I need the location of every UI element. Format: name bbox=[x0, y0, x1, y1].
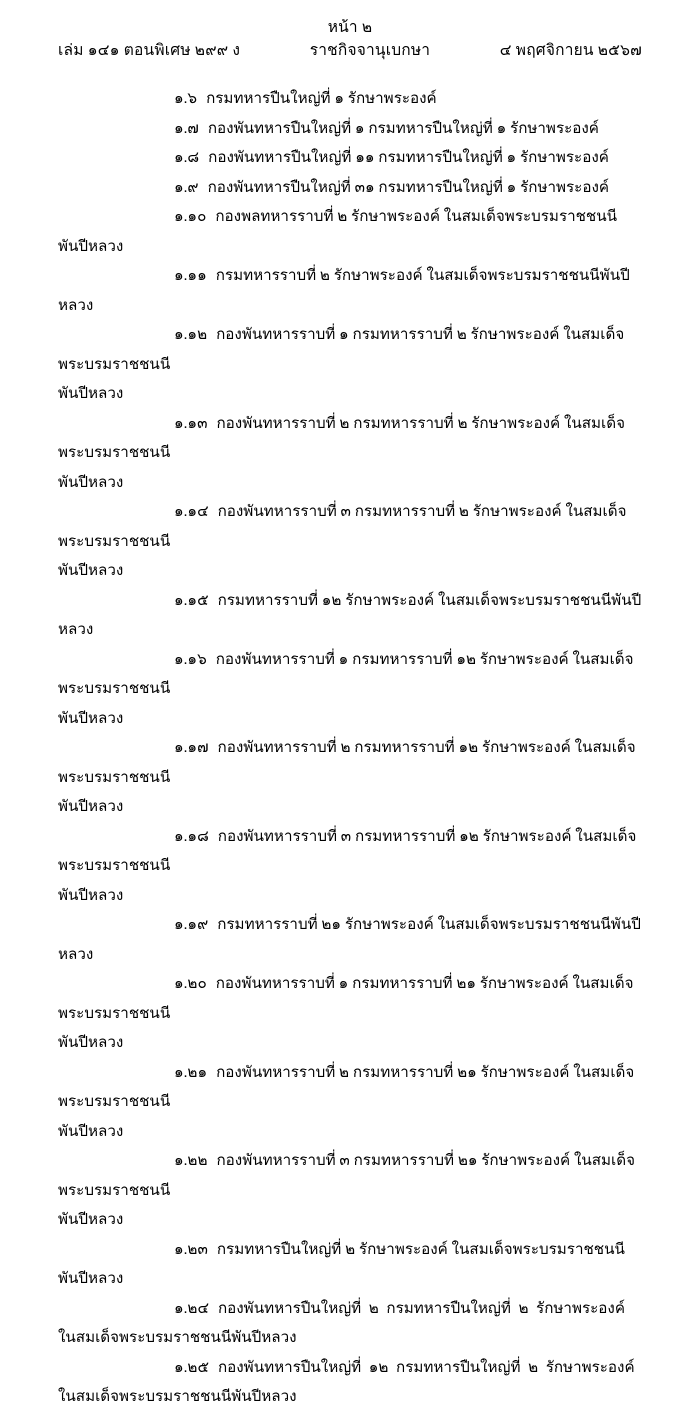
list-item bbox=[58, 497, 642, 556]
list-item-text: กรมทหารราบที่ ๑๒ รักษาพระองค์ ในสมเด็จพระบรมราชชนนีพันปีหลวง bbox=[58, 591, 642, 638]
list-item-gap bbox=[207, 261, 216, 291]
list-item-gap bbox=[197, 84, 206, 114]
list-item-text: กองพันทหารราบที่ ๓ กรมทหารราบที่ ๑๒ รักษาพระองค์ ในสมเด็จพระบรมราชชนนี bbox=[58, 827, 637, 874]
list-item-number: ๑.๒๕ bbox=[174, 1358, 209, 1376]
document-body bbox=[58, 84, 642, 1412]
list-item-continuation: พันปีหลวง bbox=[58, 709, 124, 727]
list-item-number: ๑.๒๒ bbox=[174, 1152, 208, 1169]
list-item-text: กองพันทหารราบที่ ๓ กรมทหารราบที่ ๒ รักษาพระองค์ ในสมเด็จพระบรมราชชนนี bbox=[58, 503, 627, 550]
list-item bbox=[58, 910, 642, 969]
list-item-text: กองพันทหารราบที่ ๒ กรมทหารราบที่ ๒ รักษาพระองค์ ในสมเด็จพระบรมราชชนนี bbox=[58, 414, 626, 461]
list-item-number: ๑.๑๐ bbox=[174, 208, 207, 225]
list-item-gap bbox=[209, 497, 218, 527]
list-item bbox=[58, 202, 642, 261]
list-item-number: ๑.๒๓ bbox=[174, 1240, 208, 1258]
list-item bbox=[58, 1146, 642, 1205]
list-item-gap bbox=[208, 1235, 217, 1265]
list-item-continuation: ในสมเด็จพระบรมราชชนนีพันปีหลวง bbox=[58, 1388, 297, 1405]
list-item-number: ๑.๖ bbox=[174, 90, 198, 107]
list-item bbox=[58, 733, 642, 792]
list-item bbox=[58, 822, 642, 881]
list-item-text: กรมทหารปืนใหญ่ที่ ๑ รักษาพระองค์ bbox=[206, 90, 437, 107]
list-item-number: ๑.๙ bbox=[174, 178, 199, 196]
list-item-text: กองพันทหารราบที่ ๑ กรมทหารราบที่ ๒๑ รักษาพระองค์ ในสมเด็จพระบรมราชชนนี bbox=[58, 975, 634, 1022]
list-item bbox=[58, 586, 642, 645]
list-item-gap bbox=[207, 320, 216, 350]
list-item-text: กรมทหารราบที่ ๒๑ รักษาพระองค์ ในสมเด็จพระบรมราชชนนีพันปีหลวง bbox=[58, 916, 641, 963]
list-item-text: กองพันทหารปืนใหญ่ที่ ๒ กรมทหารปืนใหญ่ที่ ๒ รักษาพระองค์ bbox=[217, 1299, 625, 1317]
header-volume-info: เล่ม ๑๔๑ ตอนพิเศษ ๒๙๙ ง bbox=[58, 42, 241, 59]
list-item bbox=[58, 409, 642, 468]
list-item bbox=[58, 173, 642, 203]
list-item-gap bbox=[199, 143, 208, 173]
list-item bbox=[58, 969, 642, 1028]
list-item bbox=[58, 143, 642, 173]
list-item-number: ๑.๑๓ bbox=[174, 414, 208, 432]
list-item-gap bbox=[209, 586, 218, 616]
list-item bbox=[58, 1294, 642, 1324]
list-item bbox=[58, 1058, 642, 1117]
header-date: ๔ พฤศจิกายน ๒๕๖๗ bbox=[499, 42, 642, 59]
list-item bbox=[58, 84, 642, 114]
list-item-continuation: พันปีหลวง bbox=[58, 1122, 124, 1140]
list-item-text: กรมทหารปืนใหญ่ที่ ๒ รักษาพระองค์ ในสมเด็จพระบรมราชชนนีพันปีหลวง bbox=[58, 1240, 625, 1287]
list-item-text: กองพันทหารปืนใหญ่ที่ ๓๑ กรมทหารปืนใหญ่ที่ ๑ รักษาพระองค์ bbox=[207, 178, 610, 196]
list-item-number: ๑.๒๔ bbox=[174, 1299, 209, 1317]
list-item-number: ๑.๘ bbox=[174, 149, 200, 166]
list-item-continuation: พันปีหลวง bbox=[58, 886, 124, 904]
list-item-gap bbox=[209, 1294, 218, 1324]
list-item bbox=[58, 645, 642, 704]
list-item bbox=[58, 261, 642, 320]
list-item-continuation: พันปีหลวง bbox=[58, 473, 124, 491]
list-item-number: ๑.๑๑ bbox=[174, 267, 207, 284]
list-item-number: ๑.๒๑ bbox=[174, 1063, 208, 1081]
list-item-text: กองพันทหารราบที่ ๒ กรมทหารราบที่ ๑๒ รักษาพระองค์ ในสมเด็จพระบรมราชชนนี bbox=[58, 739, 636, 786]
list-item bbox=[58, 1235, 642, 1294]
list-item-text: กองพันทหารราบที่ ๑ กรมทหารราบที่ ๑๒ รักษาพระองค์ ในสมเด็จพระบรมราชชนนี bbox=[58, 650, 634, 697]
page-header bbox=[58, 40, 642, 62]
list-item-number: ๑.๒๐ bbox=[174, 975, 207, 992]
list-item-continuation: พันปีหลวง bbox=[58, 385, 124, 402]
list-item-gap bbox=[199, 173, 208, 203]
list-item-text: กองพันทหารปืนใหญ่ที่ ๑๒ กรมทหารปืนใหญ่ที่ ๒ รักษาพระองค์ bbox=[217, 1358, 635, 1376]
list-item-text: กองพันทหารปืนใหญ่ที่ ๑๑ กรมทหารปืนใหญ่ที่ ๑ รักษาพระองค์ bbox=[208, 149, 609, 166]
list-item-text: กองพันทหารปืนใหญ่ที่ ๑ กรมทหารปืนใหญ่ที่ ๑ รักษาพระองค์ bbox=[207, 119, 599, 137]
list-item-continuation: พันปีหลวง bbox=[58, 562, 124, 579]
page-number: หน้า ๒ bbox=[327, 19, 373, 36]
list-item-gap bbox=[207, 969, 216, 999]
list-item-text: กองพันทหารราบที่ ๒ กรมทหารราบที่ ๒๑ รักษาพระองค์ ในสมเด็จพระบรมราชชนนี bbox=[58, 1063, 635, 1110]
list-item-gap bbox=[206, 202, 215, 232]
list-item bbox=[58, 320, 642, 379]
list-item-number: ๑.๑๙ bbox=[174, 916, 209, 933]
list-item-gap bbox=[207, 1146, 216, 1176]
list-item-gap bbox=[209, 733, 218, 763]
list-item-gap bbox=[199, 114, 208, 144]
list-item bbox=[58, 1353, 642, 1383]
list-item-text: กรมทหารราบที่ ๒ รักษาพระองค์ ในสมเด็จพระบรมราชชนนีพันปีหลวง bbox=[58, 267, 630, 314]
list-item-number: ๑.๑๒ bbox=[174, 326, 208, 343]
list-item-gap bbox=[207, 645, 216, 675]
list-item-number: ๑.๑๖ bbox=[174, 650, 207, 668]
list-item-gap bbox=[207, 1058, 216, 1088]
list-item-continuation: พันปีหลวง bbox=[58, 1034, 124, 1051]
list-item-continuation: ในสมเด็จพระบรมราชชนนีพันปีหลวง bbox=[58, 1329, 297, 1346]
list-item-gap bbox=[209, 1353, 218, 1383]
list-item-text: กองพลทหารราบที่ ๒ รักษาพระองค์ ในสมเด็จพระบรมราชชนนีพันปีหลวง bbox=[58, 208, 618, 255]
list-item-number: ๑.๑๘ bbox=[174, 827, 209, 845]
list-item-continuation: พันปีหลวง bbox=[58, 798, 124, 815]
list-item-text: กองพันทหารราบที่ ๑ กรมทหารราบที่ ๒ รักษาพระองค์ ในสมเด็จพระบรมราชชนนี bbox=[58, 326, 625, 373]
list-item-gap bbox=[208, 910, 217, 940]
list-item-number: ๑.๑๗ bbox=[174, 739, 209, 756]
header-gazette-title: ราชกิจจานุเบกษา bbox=[309, 42, 431, 59]
list-item-number: ๑.๑๕ bbox=[174, 591, 209, 609]
list-item bbox=[58, 114, 642, 144]
list-item-continuation: พันปีหลวง bbox=[58, 1211, 124, 1228]
list-item-text: กองพันทหารราบที่ ๓ กรมทหารราบที่ ๒๑ รักษาพระองค์ ในสมเด็จพระบรมราชชนนี bbox=[58, 1152, 636, 1199]
list-item-number: ๑.๗ bbox=[174, 119, 199, 137]
list-item-number: ๑.๑๔ bbox=[174, 503, 209, 520]
